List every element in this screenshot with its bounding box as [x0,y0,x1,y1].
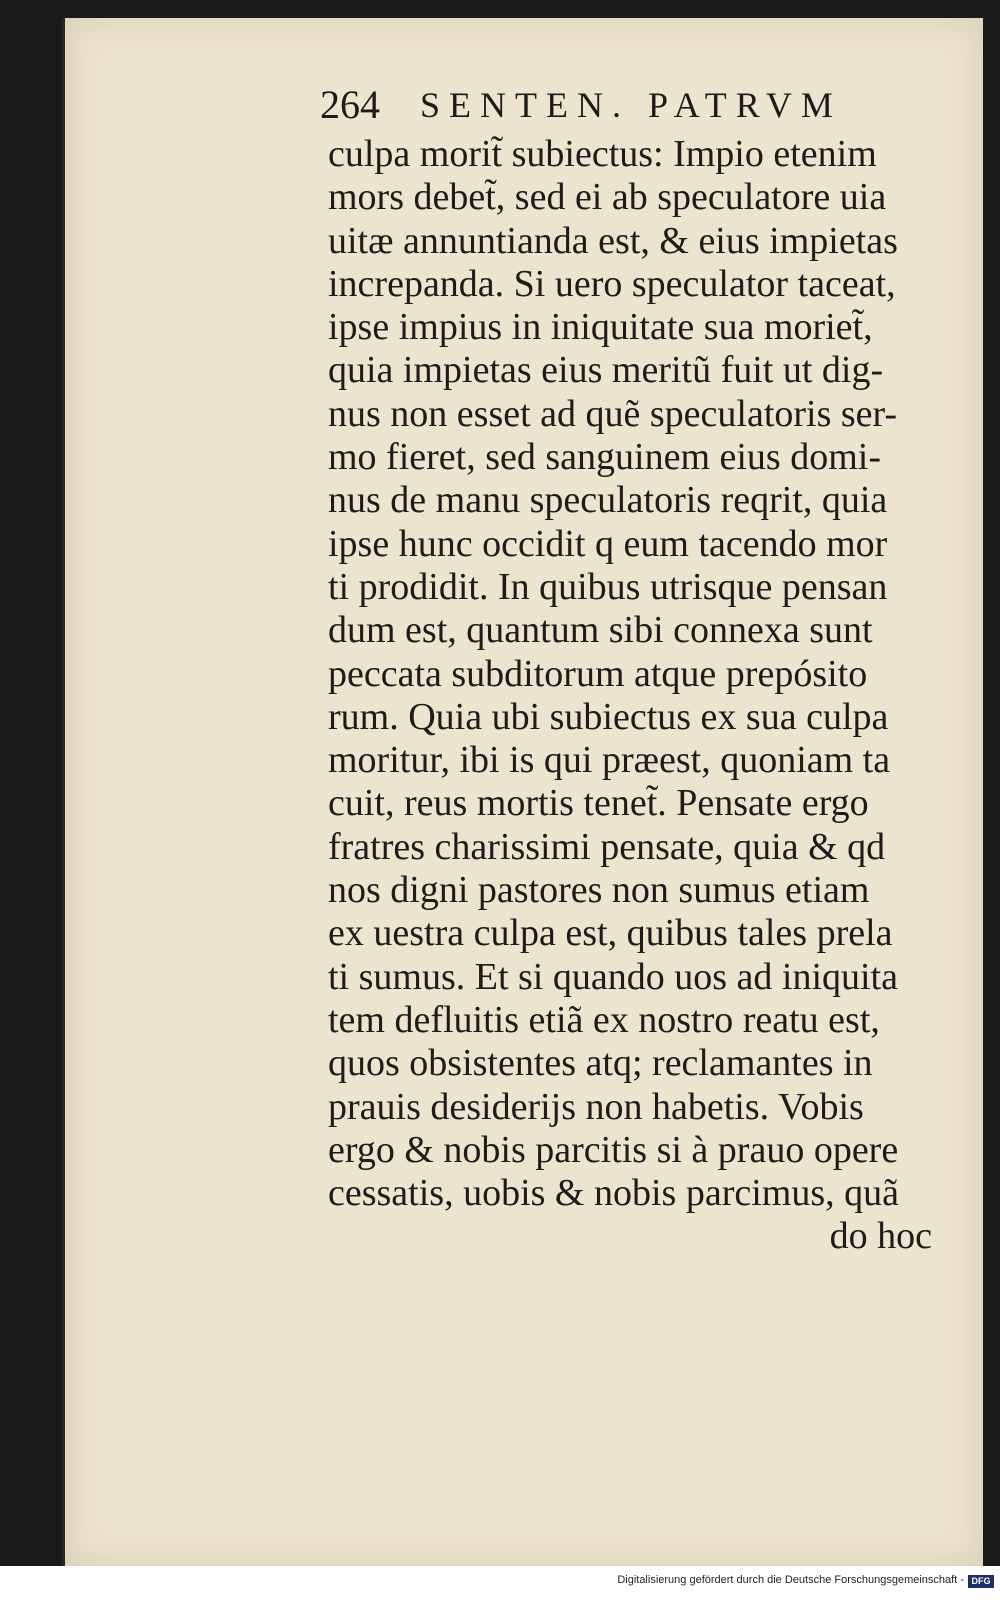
text-line: moritur, ibi is qui præest, quoniam ta [328,739,891,782]
text-line: nus de manu speculatoris reqrit, quia [328,479,888,522]
text-line: increpanda. Si uero speculator taceat, [328,262,896,305]
text-line: cessatis, uobis & nobis parcimus, quã [328,1172,899,1215]
text-line: dum est, quantum sibi connexa sunt [328,609,873,652]
text-line: ipse hunc occidit q eum tacendo mor [328,522,888,565]
text-line: nos digni pastores non sumus etiam [328,869,870,912]
text-line: ex uestra culpa est, quibus tales prela [328,912,893,955]
text-line: mors debet̃, sed ei ab speculatore uia [328,176,887,219]
text-line: ergo & nobis parcitis si à prauo opere [328,1128,899,1171]
page-header [320,80,940,130]
text-line: fratres charissimi pensate, quia & qd [328,825,886,868]
text-line: rum. Quia ubi subiectus ex sua culpa [328,695,889,738]
text-line: nus non esset ad quẽ speculatoris ser- [328,392,898,435]
text-line: quia impietas eius meritũ fuit ut dig- [328,349,884,392]
text-line: quos obsistentes atq; reclamantes in [328,1042,873,1085]
catchword: do hoc [829,1215,932,1258]
digitization-footer [0,1566,1000,1600]
text-line: ti prodidit. In quibus utrisque pensan [328,565,888,608]
scan-top-edge [60,0,1000,18]
folio-number: 264 [320,82,380,127]
text-line: cuit, reus mortis tenet̃. Pensate ergo [328,782,869,825]
running-title: SENTEN. PATRVM [420,85,842,125]
text-line: uitæ annuntianda est, & eius impietas [328,219,898,262]
text-line: tem defluitis etiã ex nostro reatu est, [328,998,880,1041]
text-line: ipse impius in iniquitate sua moriet̃, [328,306,873,349]
text-line: culpa morit̃ subiectus: Impio etenim [328,133,877,175]
text-line: ti sumus. Et si quando uos ad iniquita [328,955,898,998]
text-line: prauis desiderijs non habetis. Vobis [328,1085,864,1128]
dfg-logo: DFG [968,1575,994,1588]
text-line: mo fieret, sed sanguinem eius domi- [328,436,881,479]
text-line: peccata subditorum atque prepósito [328,652,868,695]
main-text [328,133,932,1273]
funding-credit: Digitalisierung gefördert durch die Deutsche Forschungsgemeinschaft - [617,1574,964,1586]
